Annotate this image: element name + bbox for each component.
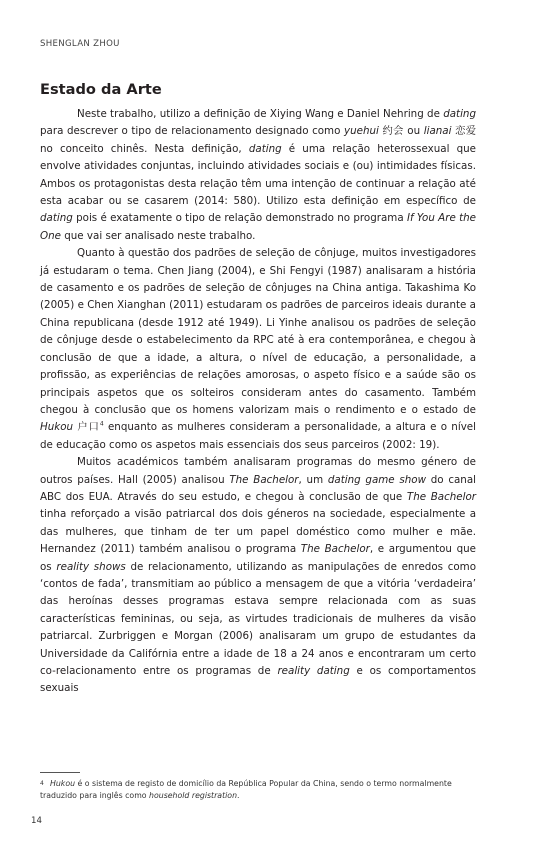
paragraph: Quanto à questão dos padrões de seleção de cônjuge, muitos investigadores já estudaram o tema. Chen Jiang (2004), e Shi Fengyi (1987) analisaram a história de casamento e os padrões de seleção de cônjuges na China antiga. Takashima Ko (2005) e Chen Xianghan (2011) estudaram os padrões de parceiros ideais durante a China republicana (desde 1912 até 1949). Li Yinhe analisou os padrões de seleção de cônjuge desde o estabelecimento da RPC até à era contemporânea, e chegou à conclusão de que a idade, a altura, o nível de educação, a personalidade, a profissão, as experiências de relações amorosas, o aspeto físico e a saúde são os principais aspetos que os solteiros consideram antes do casamento. Também chegou à conclusão que os homens valorizam mais o rendimento e o estado de Hukou 户口$^4$ enquanto as mulheres consideram a personalidade, a altura e o nível de educação como os aspetos mais essenciais dos seus parceiros (2002: 19). [40, 247, 476, 451]
paragraph: Neste trabalho, utilizo a definição de Xiying Wang e Daniel Nehring de dating para descrever o tipo de relacionamento designado como yuehui 约会 ou lianai 恋爱 no conceito chinês. Nesta definição, dating é uma relação heterossexual que envolve atividades conjuntas, incluindo atividades sociais e (ou) intimidades físicas. Ambos os protagonistas desta relação têm uma intenção de continuar a relação até esta acabar ou se casarem (2014: 580). Utilizo esta definição em específico de dating pois é exatamente o tipo de relação demonstrado no programa If You Are the One que vai ser analisado neste trabalho. [40, 108, 476, 242]
section-title: Estado da Arte [40, 81, 162, 98]
paragraph: Muitos académicos também analisaram programas do mesmo género de outros países. Hall (2005) analisou The Bachelor, um dating game show do canal ABC dos EUA. Através do seu estudo, e chegou à conclusão de que The Bachelor tinha reforçado a visão patriarcal dos dois géneros na sociedade, especialmente a das mulheres, que tinham de ter um papel doméstico como mulher e mãe. Hernandez (2011) também analisou o programa The Bachelor, e argumentou que os reality shows de relacionamento, utilizando as manipulações de enredos como ‘contos de fada’, transmitiam ao público a mensagem de que a vitória ‘verdadeira’ das heroínas desses programas estava sempre relacionada com as suas características femininas, ou seja, as virtudes tradicionais de mulheres da visão patriarcal. Zurbriggen e Morgan (2006) analisaram um grupo de estudantes da Universidade da Califórnia entre a idade de 18 a 24 anos e encontraram um certo co-relacionamento entre os programas de reality dating e os comportamentos sexuais [40, 456, 476, 695]
running-head: SHENGLAN ZHOU [40, 39, 120, 49]
footnote-text: Hukou é o sistema de registo de domicílio da República Popular da China, sendo o termo normalmente traduzido para inglês como household registration. [40, 779, 452, 800]
footnote [40, 778, 476, 801]
page-number: 14 [31, 816, 42, 826]
body-text [40, 106, 476, 698]
footnote-rule [40, 772, 80, 773]
footnote-mark: 4 [40, 780, 44, 787]
